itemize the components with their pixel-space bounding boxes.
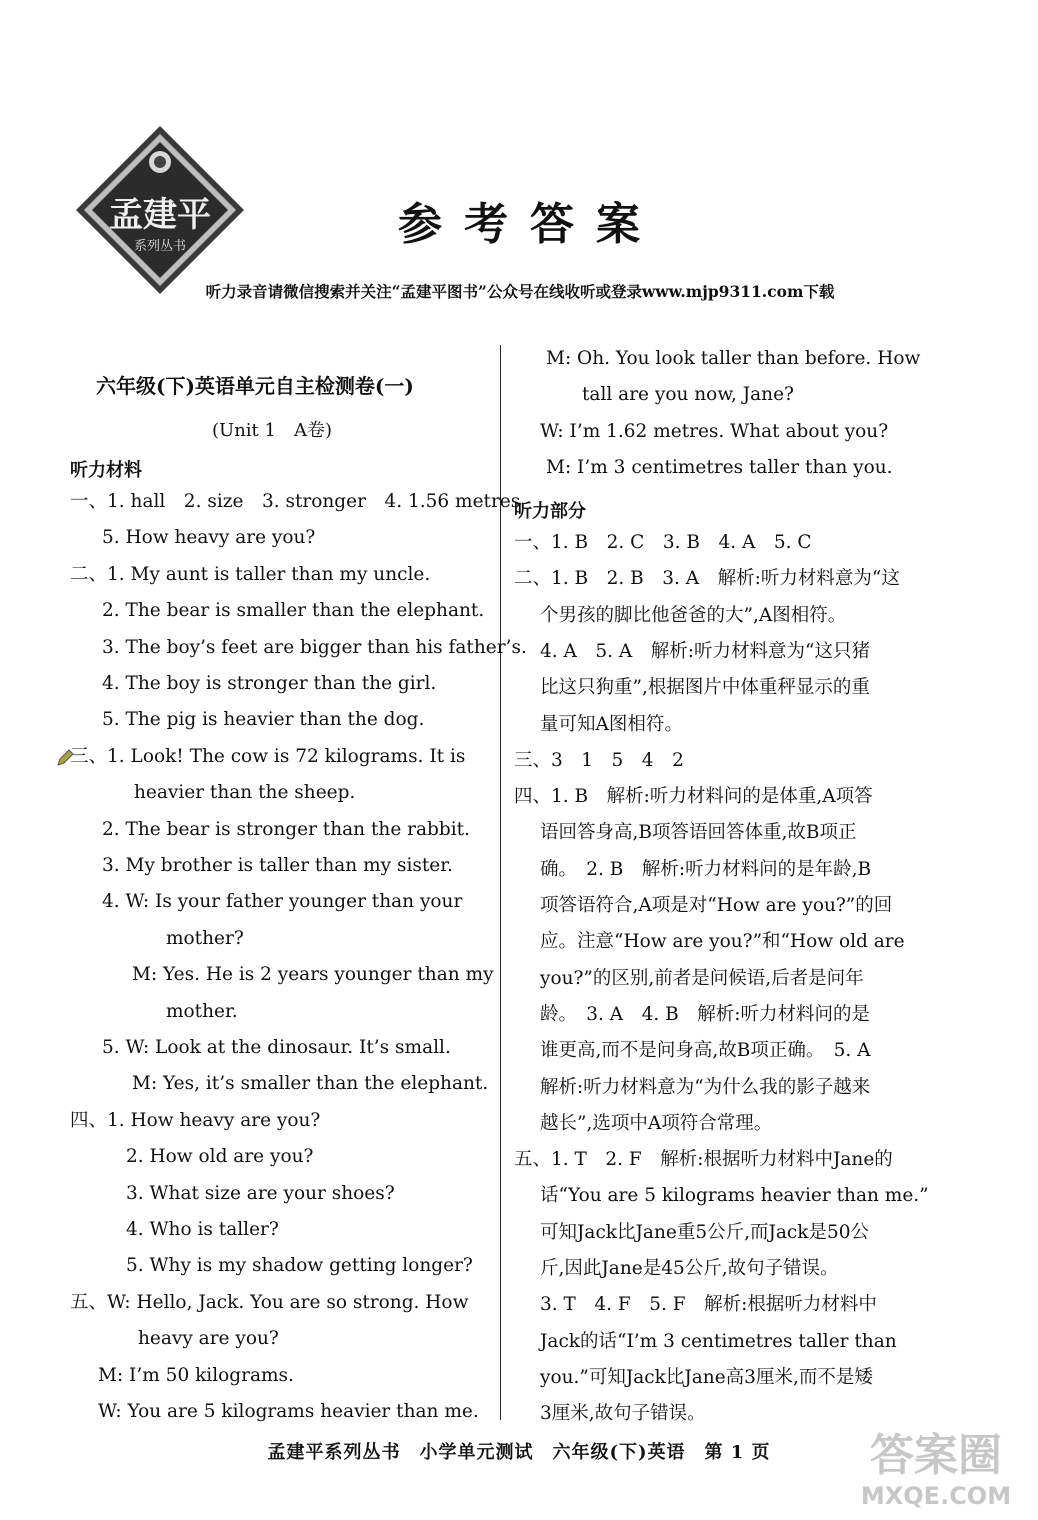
answer-line: you?”的区别,前者是问候语,后者是问年 [540, 967, 864, 989]
answer-line: M: I’m 3 centimetres taller than you. [546, 457, 893, 479]
answer-line: 一、1. B 2. C 3. B 4. A 5. C [514, 532, 812, 553]
answer-line: 三、3 1 5 4 2 [514, 749, 684, 771]
test-heading: 六年级(下)英语单元自主检测卷(一) [96, 374, 414, 398]
answer-line: mother. [166, 1000, 238, 1022]
answer-line: 语回答身高,B项答语回答体重,故B项正 [540, 822, 857, 844]
listening-material-heading: 听力材料 [70, 460, 142, 481]
test-subheading: (Unit 1 A卷) [212, 420, 332, 441]
answer-line: 可知Jack比Jane重5公斤,而Jack是50公 [540, 1221, 870, 1243]
answer-line: 二、1. My aunt is taller than my uncle. [70, 563, 431, 585]
listening-part-heading: 听力部分 [514, 501, 586, 522]
answer-line: M: Yes. He is 2 years younger than my [132, 964, 494, 986]
logo-subtext: 系列丛书 [133, 239, 187, 254]
answer-line: 确。 2. B 解析:听力材料问的是年龄,B [540, 858, 872, 880]
answer-line: you.”可知Jack比Jane高3厘米,而不是矮 [540, 1366, 873, 1388]
logo-text: 孟建平 [109, 195, 211, 235]
answer-line: heavy are you? [138, 1328, 279, 1350]
answer-line: 四、1. B 解析:听力材料问的是体重,A项答 [514, 786, 873, 808]
answer-line: 二、1. B 2. B 3. A 解析:听力材料意为“这 [514, 568, 900, 590]
answer-line: 4. The boy is stronger than the girl. [102, 673, 437, 694]
watermark-logo [846, 1420, 1026, 1512]
answer-line: 4. A 5. A 解析:听力材料意为“这只猪 [540, 640, 870, 662]
answer-line: W: I’m 1.62 metres. What about you? [540, 420, 889, 442]
answer-line: 3. My brother is taller than my sister. [102, 855, 453, 876]
svg-text:MXQE.COM: MXQE.COM [860, 1482, 1012, 1510]
answer-line: 五、1. T 2. F 解析:根据听力材料中Jane的 [514, 1149, 893, 1171]
answer-line: Jack的话“I’m 3 centimetres taller than [540, 1330, 897, 1352]
svg-text:答案圈: 答案圈 [870, 1430, 1002, 1481]
answer-line: mother? [166, 927, 244, 949]
answer-line: 解析:听力材料意为“为什么我的影子越来 [540, 1076, 871, 1098]
answer-line: 3厘米,故句子错误。 [540, 1403, 706, 1425]
download-notice: 听力录音请微信搜索并关注“孟建平图书”公众号在线收听或登录www.mjp9311.com下载 [205, 282, 835, 301]
answer-line: 个男孩的脚比他爸爸的大”,A图相符。 [540, 604, 847, 626]
answer-line: 2. How old are you? [126, 1146, 314, 1168]
answer-line: 四、1. How heavy are you? [70, 1109, 321, 1131]
answer-line: 2. The bear is smaller than the elephant. [102, 600, 485, 622]
answer-line: 话“You are 5 kilograms heavier than me.” [540, 1185, 929, 1207]
answer-line: 项答语符合,A项是对“How are you?”的回 [540, 895, 893, 916]
answer-line: 5. The pig is heavier than the dog. [102, 709, 425, 731]
answer-line: heavier than the sheep. [134, 782, 356, 804]
answer-line: 4. W: Is your father younger than your [102, 891, 463, 913]
answer-line: tall are you now, Jane? [582, 384, 794, 406]
answer-line: 比这只狗重”,根据图片中体重秤显示的重 [540, 677, 870, 699]
answer-line: M: Oh. You look taller than before. How [546, 348, 921, 369]
answer-line: M: I’m 50 kilograms. [98, 1364, 294, 1386]
page-title: 参考答案 [398, 199, 662, 250]
answer-line: 量可知A图相符。 [540, 713, 683, 735]
answer-line: 2. The bear is stronger than the rabbit. [102, 818, 470, 840]
pen-icon [56, 749, 74, 767]
answer-line: 斤,因此Jane是45公斤,故句子错误。 [540, 1258, 839, 1279]
page-footer: 孟建平系列丛书 小学单元测试 六年级(下)英语 第 1 页 [267, 1442, 771, 1463]
answer-line: 5. How heavy are you? [102, 527, 316, 549]
answer-line: W: You are 5 kilograms heavier than me. [98, 1401, 479, 1422]
answer-line: 3. The boy’s feet are bigger than his father’s. [102, 636, 527, 658]
answer-line: 3. T 4. F 5. F 解析:根据听力材料中 [540, 1294, 877, 1316]
answer-line: 应。注意“How are you?”和“How old are [540, 931, 905, 953]
answer-line: M: Yes, it’s smaller than the elephant. [132, 1073, 489, 1095]
answer-line: 越长”,选项中A项符合常理。 [540, 1112, 773, 1134]
answer-line: 龄。 3. A 4. B 解析:听力材料问的是 [540, 1003, 871, 1025]
answer-line: 5. Why is my shadow getting longer? [126, 1255, 473, 1277]
answer-line: 4. Who is taller? [126, 1219, 279, 1240]
answer-line: 三、1. Look! The cow is 72 kilograms. It is [70, 745, 466, 767]
answer-line: 3. What size are your shoes? [126, 1182, 395, 1204]
answer-line: 5. W: Look at the dinosaur. It’s small. [102, 1037, 451, 1058]
answer-line: 谁更高,而不是问身高,故B项正确。 5. A [540, 1040, 871, 1062]
answer-line: 五、W: Hello, Jack. You are so strong. How [70, 1291, 469, 1313]
answer-line: 一、1. hall 2. size 3. stronger 4. 1.56 metres [70, 491, 521, 512]
